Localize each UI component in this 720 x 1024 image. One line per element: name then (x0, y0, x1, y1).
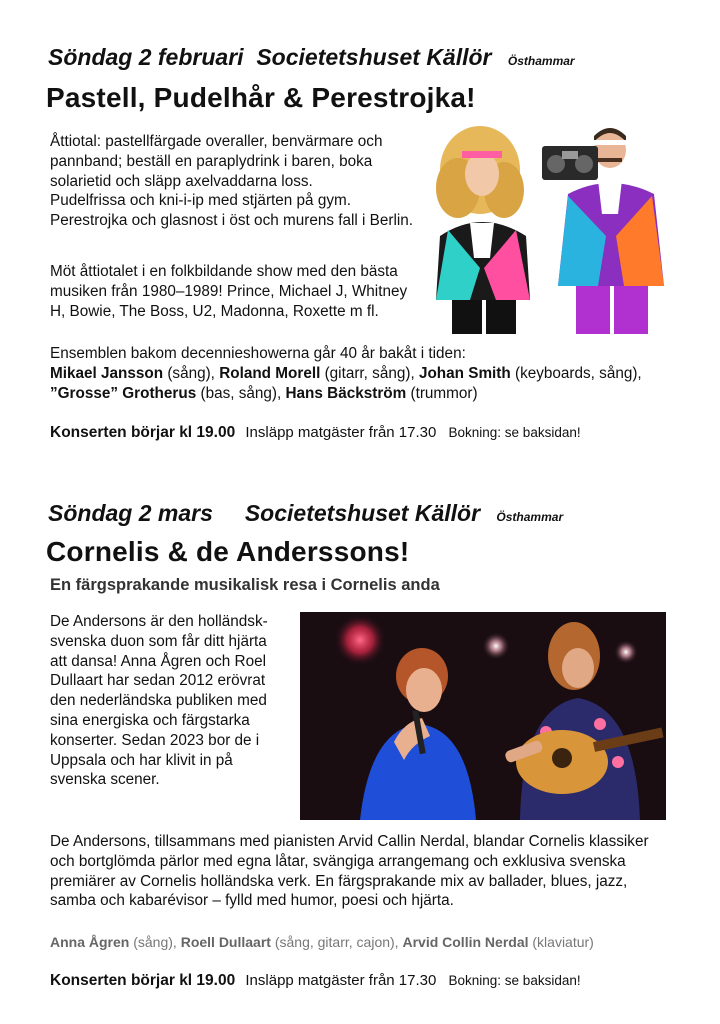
entry-time: Insläpp matgäster från 17.30 (245, 972, 437, 989)
musician-name: Anna Ågren (50, 934, 130, 950)
text-line: sina energiska och färgstarka (50, 711, 250, 729)
musician-role: (gitarr, sång), (320, 365, 419, 382)
text-line: solarietid och släpp axelvaddarna loss. (50, 172, 313, 190)
musician-role: (sång), (129, 934, 181, 950)
event2-date: Söndag 2 mars (48, 500, 213, 526)
text-line: H, Bowie, The Boss, U2, Madonna, Roxette m fl. (50, 302, 379, 320)
text-line: konserter. Sedan 2023 bor de i (50, 731, 260, 749)
text-line: svenska scener. (50, 771, 160, 789)
text-line: musiken från 1980–1989! Prince, Michael J, Whitney (50, 282, 408, 300)
musician-role: (sång), (163, 365, 220, 382)
musician-name: Roell Dullaart (180, 934, 271, 950)
booking-info: Bokning: se baksidan! (448, 973, 581, 988)
event1-title: Pastell, Pudelhår & Perestrojka! (46, 82, 476, 113)
text-line: Pudelfrissa och kni-i-ip med stjärten på gym. (50, 192, 351, 210)
text-line: den nederländska publiken med (50, 692, 267, 710)
musician-role: (sång, gitarr, cajon), (270, 934, 403, 950)
musician-role: (keyboards, sång), (510, 365, 642, 382)
event2-subtitle: En färgsprakande musikalisk resa i Cornelis anda (50, 576, 440, 594)
event1-ensemble-intro: Ensemblen bakom decennieshowerna går 40 år bakåt i tiden: (50, 345, 466, 362)
musician-name: Mikael Jansson (50, 365, 164, 382)
text-line: Dullaart har sedan 2012 erövrat (50, 672, 266, 690)
event2-date-line (48, 500, 563, 527)
event1-date-line (48, 44, 575, 71)
musician-line (50, 384, 642, 404)
event1-venue: Societetshuset Källör (256, 44, 492, 70)
musician-role: (bas, sång), (196, 385, 286, 402)
text-line: De Andersons, tillsammans med pianisten Arvid Callin Nerdal, blandar Cornelis klassiker (50, 833, 649, 850)
event1-musician-list (50, 364, 642, 404)
text-line: pannband; beställ en paraplydrink i baren, boka (50, 152, 373, 170)
text-line: och bortglömda pärlor med egna låtar, svängiga arrangemang och exklusiva svenska (50, 852, 626, 870)
event2-title: Cornelis & de Anderssons! (46, 536, 410, 567)
musician-name: Roland Morell (219, 365, 321, 382)
duo-stage-photo (300, 612, 666, 820)
entry-time: Insläpp matgäster från 17.30 (245, 424, 437, 441)
concert-start-time: Konserten börjar kl 19.00 (50, 972, 236, 989)
event1-paragraph-1 (50, 132, 420, 231)
concert-start-time: Konserten börjar kl 19.00 (50, 424, 236, 441)
text-line: Uppsala och har klivit in på (50, 751, 233, 769)
musician-line (50, 364, 642, 384)
eighties-costume-photo (418, 118, 680, 334)
text-line: svenska duon som får ditt hjärta (50, 632, 267, 650)
text-line: Möt åttiotalet i en folkbildande show med den bästa (50, 263, 398, 280)
text-line: samba och kabarévisor – fylld med humor, poesi och hjärta. (50, 892, 454, 910)
text-line: att dansa! Anna Ågren och Roel (50, 652, 267, 670)
musician-name: Arvid Collin Nerdal (402, 934, 529, 950)
event1-date: Söndag 2 februari (48, 44, 244, 70)
text-line: De Andersons är den holländsk- (50, 613, 268, 630)
event2-paragraph-2 (50, 832, 690, 911)
musician-role: (klaviatur) (528, 934, 594, 950)
musician-name: ”Grosse” Grotherus (50, 385, 197, 402)
musician-role: (trummor) (406, 385, 478, 402)
musician-name: Johan Smith (418, 365, 511, 382)
event2-town: Östhammar (496, 510, 564, 524)
booking-info: Bokning: se baksidan! (448, 425, 581, 440)
event1-paragraph-2 (50, 262, 440, 321)
event2-concert-info (50, 972, 581, 990)
event2-venue: Societetshuset Källör (244, 500, 481, 526)
text-line: Åttiotal: pastellfärgade overaller, benvärmare och (50, 133, 383, 150)
musician-name: Hans Bäckström (285, 385, 407, 402)
text-line: premiärer av Cornelis holländska verk. En färgsprakande mix av ballader, blues, jazz, (50, 872, 628, 890)
event1-concert-info (50, 424, 581, 442)
event2-paragraph-1 (50, 612, 300, 790)
text-line: Perestrojka och glasnost i öst och murens fall i Berlin. (50, 212, 414, 230)
event1-town: Östhammar (507, 54, 575, 68)
event2-musician-list (50, 934, 594, 950)
